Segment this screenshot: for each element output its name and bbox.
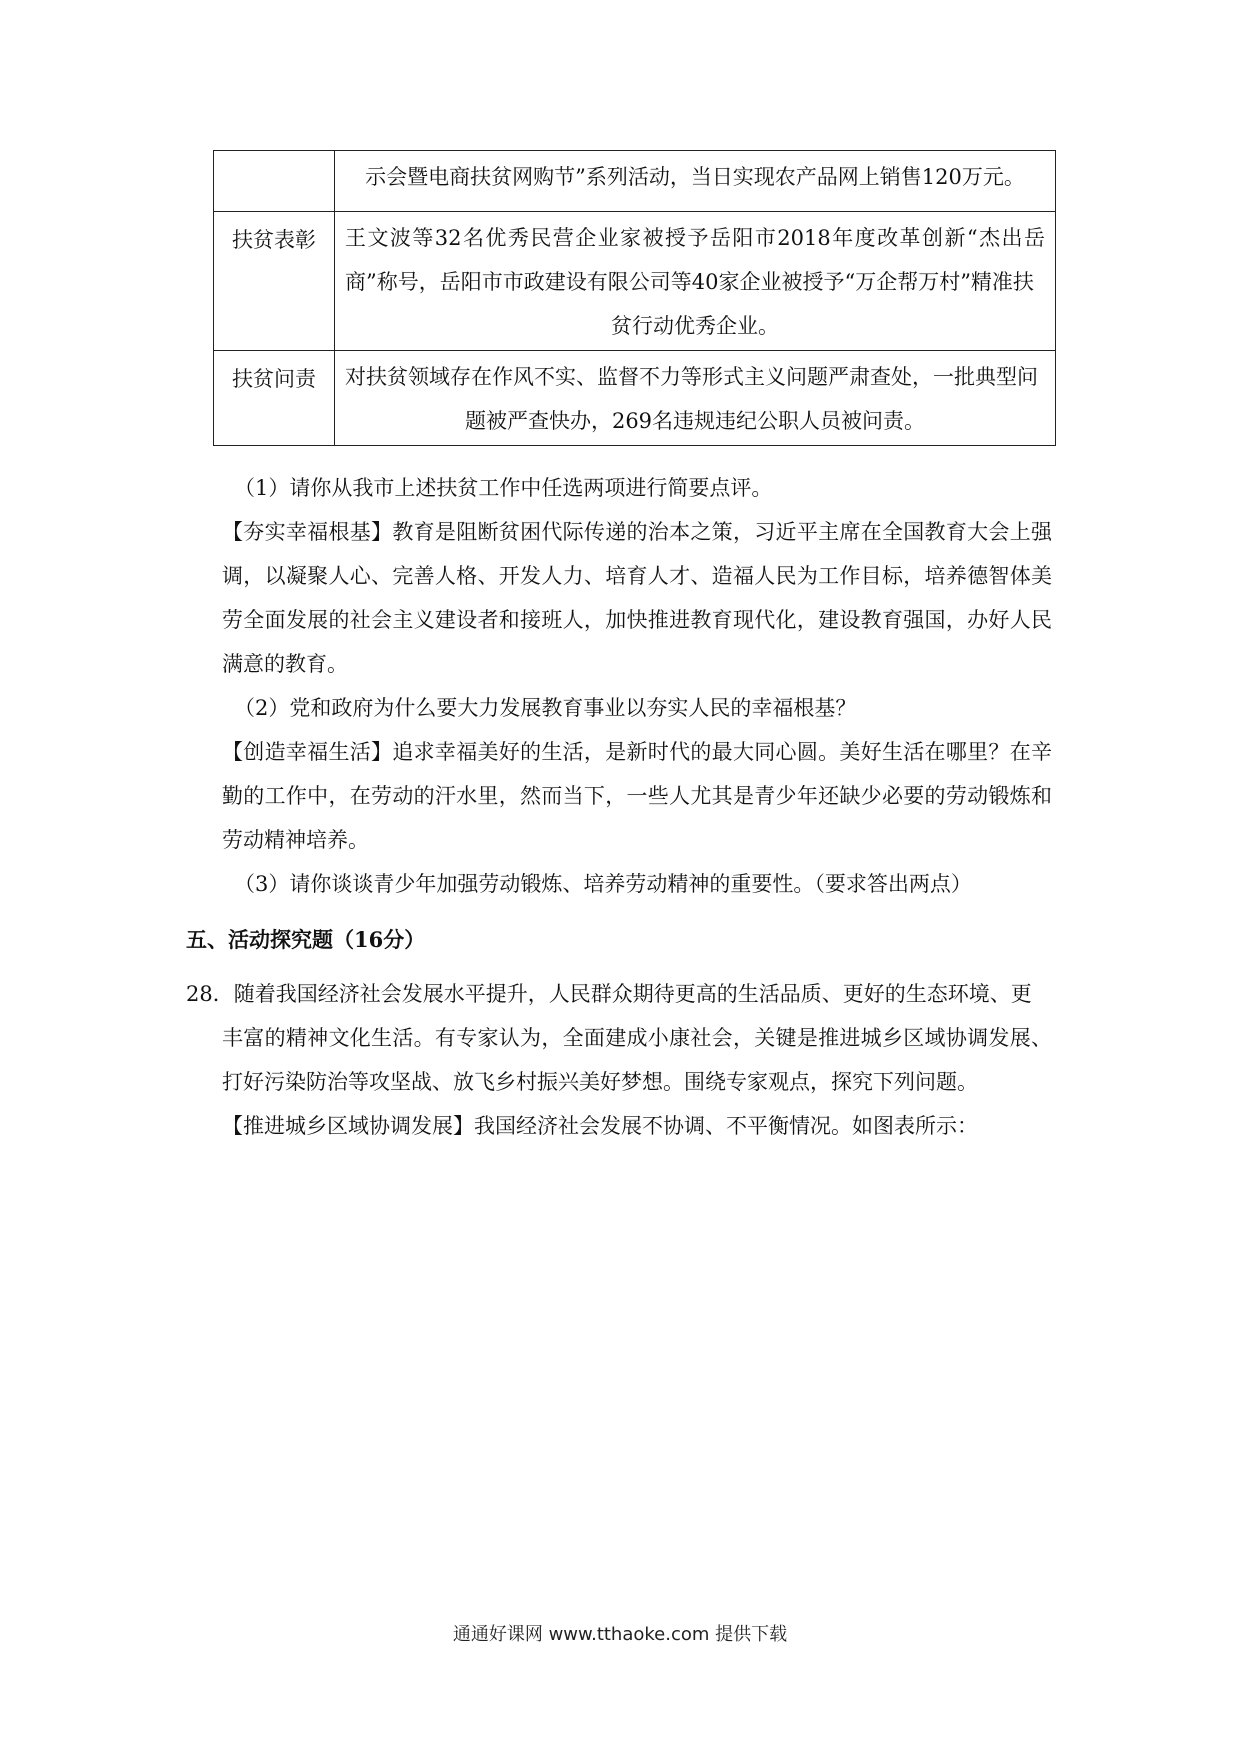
table-row xyxy=(214,351,1056,446)
table-category-cell xyxy=(214,151,335,212)
footer-watermark: 通通好课网 www.tthaoke.com 提供下载 xyxy=(452,1624,788,1645)
coordination-text: 我国经济社会发展不协调、不平衡情况。如图表所示： xyxy=(474,1114,978,1138)
question-28-first-line: 随着我国经济社会发展水平提升，人民群众期待更高的生活品质、更好的生态环境、更 xyxy=(233,982,1032,1006)
happiness-text: 追求幸福美好的生活，是新时代的最大同心圆。美好生活在哪里？在辛勤的工作中，在劳动的汗水里，然而当下，一些人尤其是青少年还缺少必要的劳动锻炼和劳动精神培养。 xyxy=(222,740,1053,852)
row-text: 王文波等32名优秀民营企业家被授予岳阳市2018年度改革创新“杰出岳商”称号，岳阳市市政建设有限公司等40家企业被授予“万企帮万村”精准扶 xyxy=(345,226,1045,294)
education-heading: 【夯实幸福根基】 xyxy=(222,520,393,544)
table-description-cell xyxy=(335,212,1056,351)
table-row xyxy=(214,212,1056,351)
question-1: （1）请你从我市上述扶贫工作中任选两项进行简要点评。 xyxy=(234,476,773,500)
table-description-cell xyxy=(335,351,1056,446)
table-category-cell: 扶贫表彰 xyxy=(214,212,335,351)
question-28 xyxy=(186,972,1052,1104)
table-row xyxy=(214,151,1056,212)
row-text: 示会暨电商扶贫网购节”系列活动，当日实现农产品网上销售120万元。 xyxy=(365,165,1025,189)
question-28-number: 28． xyxy=(186,982,234,1006)
education-paragraph xyxy=(222,510,1052,686)
question-2: （2）党和政府为什么要大力发展教育事业以夯实人民的幸福根基？ xyxy=(234,696,857,720)
table-category-cell: 扶贫问责 xyxy=(214,351,335,446)
coordination-heading: 【推进城乡区域协调发展】 xyxy=(222,1114,474,1138)
happiness-paragraph xyxy=(222,730,1052,862)
coordination-paragraph xyxy=(222,1104,1052,1148)
row-text-last-line: 题被严查快办，269名违规违纪公职人员被问责。 xyxy=(464,409,926,433)
happiness-heading: 【创造幸福生活】 xyxy=(222,740,393,764)
row-text-last-line: 贫行动优秀企业。 xyxy=(611,314,779,338)
education-text: 教育是阻断贫困代际传递的治本之策，习近平主席在全国教育大会上强调，以凝聚人心、完善人格、开发人力、培育人才、造福人民为工作目标，培养德智体美劳全面发展的社会主义建设者和接班人，加快推进教育现代化，建设教育强国，办好人民满意的教育。 xyxy=(222,520,1053,676)
row-text: 对扶贫领域存在作风不实、监督不力等形式主义问题严肃查处，一批典型问 xyxy=(345,365,1038,389)
table-description-cell xyxy=(335,151,1056,212)
section-5-title: 五、活动探究题（16分） xyxy=(186,927,426,952)
question-28-rest: 丰富的精神文化生活。有专家认为，全面建成小康社会，关键是推进城乡区域协调发展、打好污染防治等攻坚战、放飞乡村振兴美好梦想。围绕专家观点，探究下列问题。 xyxy=(222,1026,1052,1094)
question-3: （3）请你谈谈青少年加强劳动锻炼、培养劳动精神的重要性。（要求答出两点） xyxy=(234,872,972,896)
poverty-work-table xyxy=(213,150,1056,446)
